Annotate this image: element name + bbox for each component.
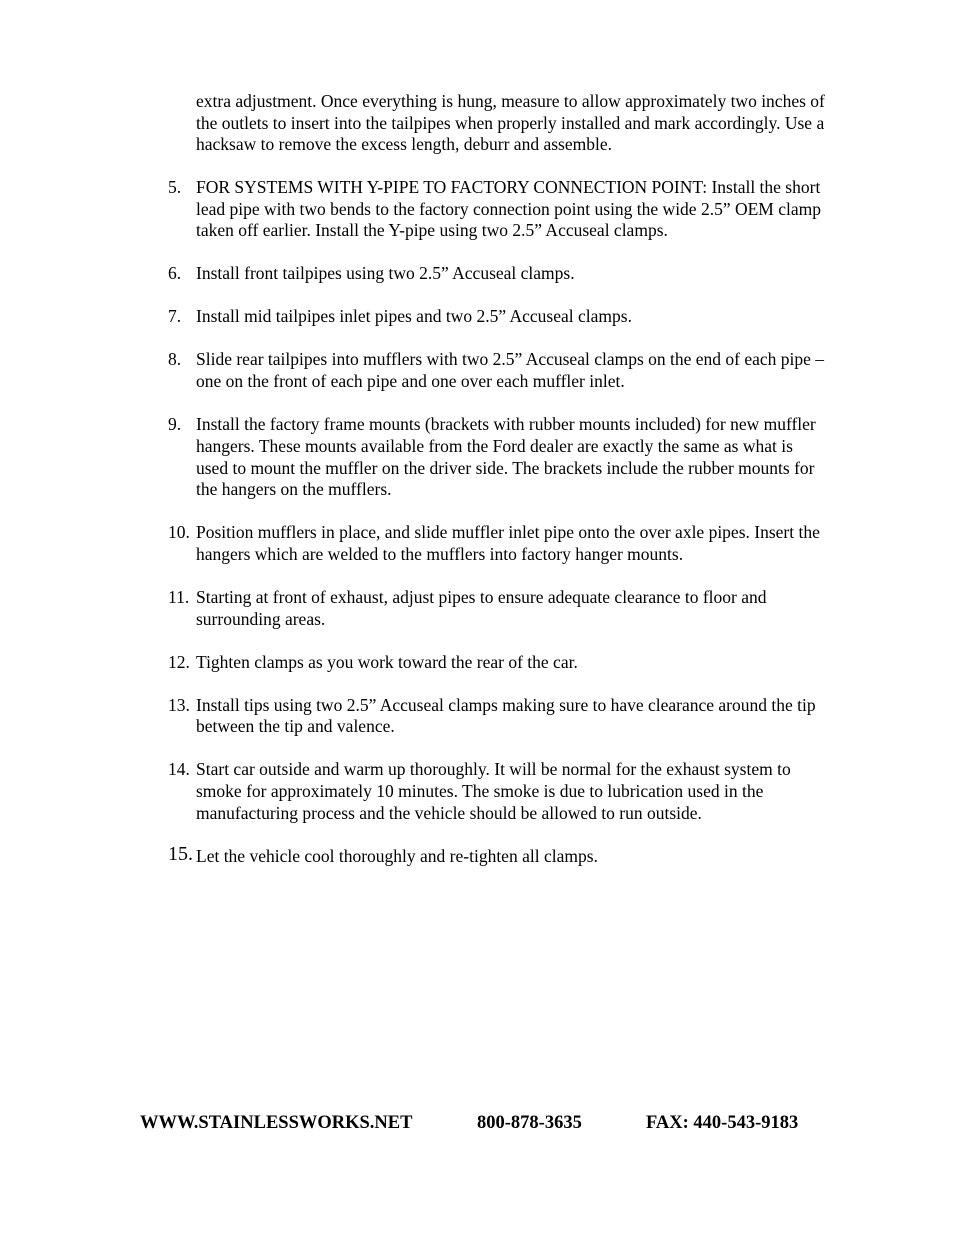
step-text: Position mufflers in place, and slide muffler inlet pipe onto the over axle pipes. Insert the hangers which are welded to the mufflers into factory hanger mounts. — [196, 522, 820, 564]
instruction-step-7 — [168, 306, 828, 328]
step-text: Install the factory frame mounts (brackets with rubber mounts included) for new muffler hangers. These mounts available from the Ford dealer are exactly the same as what is used to mount the muffler on the driver side. The brackets include the rubber mounts for the hangers on the mufflers. — [196, 414, 816, 500]
instruction-step-12 — [168, 652, 828, 674]
step-number: 6. — [168, 263, 182, 284]
continuation-paragraph: extra adjustment. Once everything is hung, measure to allow approximately two inches of the outlets to insert into the tailpipes when properly installed and mark accordingly. Use a hacksaw to remove the excess length, deburr and assemble. — [196, 91, 825, 155]
step-text: Start car outside and warm up thoroughly. It will be normal for the exhaust system to smoke for approximately 10 minutes. The smoke is due to lubrication used in the manufacturing process and the vehicle should be allowed to run outside. — [196, 759, 791, 823]
step-number: 14. — [168, 759, 190, 780]
step-number: 15. — [168, 842, 193, 865]
step-text: Slide rear tailpipes into mufflers with two 2.5” Accuseal clamps on the end of each pipe – one on the front of each pipe and one over each muffler inlet. — [196, 349, 825, 392]
instruction-step-14 — [168, 759, 828, 824]
step-text: Let the vehicle cool thoroughly and re-tighten all clamps. — [196, 845, 598, 866]
step-number: 9. — [168, 414, 182, 435]
step-text: Install mid tailpipes inlet pipes and two 2.5” Accuseal clamps. — [196, 306, 632, 327]
footer-website: WWW.STAINLESSWORKS.NET — [140, 1113, 413, 1133]
step-text: Starting at front of exhaust, adjust pipes to ensure adequate clearance to floor and surrounding areas. — [196, 586, 767, 629]
instruction-step-8 — [168, 349, 828, 392]
step-number: 11. — [168, 586, 190, 607]
step-number: 10. — [168, 522, 190, 543]
step-text: Tighten clamps as you work toward the rear of the car. — [196, 651, 578, 672]
instruction-step-11 — [168, 587, 828, 630]
instruction-step-9 — [168, 414, 828, 501]
step-number: 7. — [168, 306, 182, 327]
step-number: 12. — [168, 651, 190, 672]
step-text: Install front tailpipes using two 2.5” Accuseal clamps. — [196, 263, 575, 284]
instruction-step-6 — [168, 263, 828, 285]
step-number: 8. — [168, 349, 182, 370]
instruction-step-10 — [168, 522, 828, 565]
step-text: Install tips using two 2.5” Accuseal clamps making sure to have clearance around the tip between the tip and valence. — [196, 694, 816, 737]
instruction-step-5 — [168, 177, 828, 242]
footer-phone: 800-878-3635 — [477, 1113, 582, 1133]
instruction-step-15 — [168, 842, 828, 868]
step-number: 5. — [168, 177, 182, 197]
step-text: FOR SYSTEMS WITH Y-PIPE TO FACTORY CONNECTION POINT: Install the short lead pipe with two bends to the factory connection point using the wide 2.5” OEM clamp taken off earlier. Install the Y-pipe using two 2.5” Accuseal clamps. — [196, 177, 821, 241]
footer-fax: FAX: 440-543-9183 — [646, 1113, 799, 1133]
step-number: 13. — [168, 694, 190, 715]
instruction-steps-list — [168, 177, 828, 889]
instruction-step-13 — [168, 695, 828, 738]
